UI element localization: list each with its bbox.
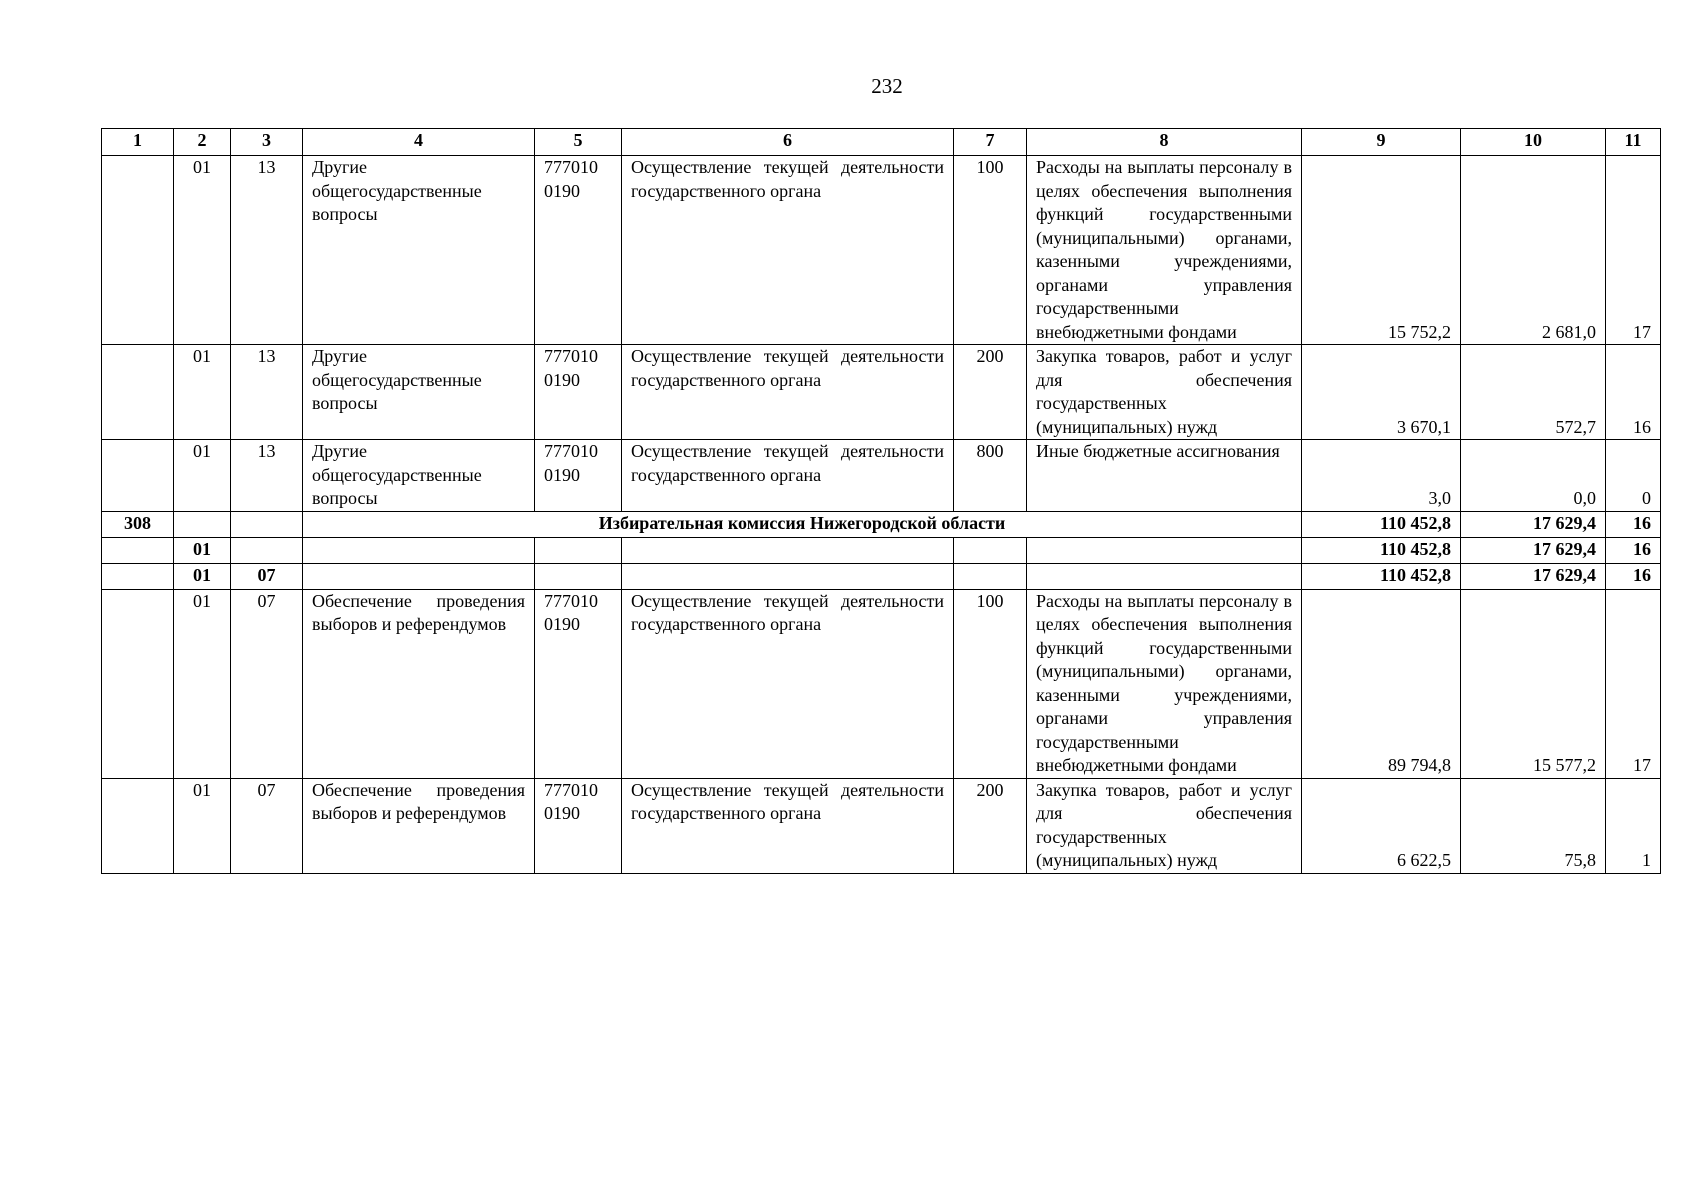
cell-subsection: 07 — [231, 778, 303, 873]
cell-col1 — [102, 589, 174, 778]
cell-expense-name: Расходы на выплаты персоналу в целях обеспечения выполнения функций государственными (муниципальными) органами, казенными учреждениями, органами управления государственными внебюджетными фондами — [1027, 589, 1302, 778]
cell-amount-actual: 2 681,0 — [1461, 156, 1606, 345]
cell-amount-actual: 75,8 — [1461, 778, 1606, 873]
column-header: 8 — [1027, 129, 1302, 156]
cell-amount-actual: 17 629,4 — [1461, 511, 1606, 537]
table-row — [102, 345, 1661, 440]
cell-section: 01 — [174, 345, 231, 440]
cell-percent: 17 — [1606, 156, 1661, 345]
cell-target-code: 777010 0190 — [535, 345, 622, 440]
cell-target-code: 777010 0190 — [535, 440, 622, 512]
cell-subsection: 13 — [231, 156, 303, 345]
column-header: 2 — [174, 129, 231, 156]
cell-section: 01 — [174, 778, 231, 873]
cell-amount-actual: 17 629,4 — [1461, 563, 1606, 589]
cell-section: 01 — [174, 156, 231, 345]
cell-percent: 16 — [1606, 563, 1661, 589]
cell-amount-actual: 17 629,4 — [1461, 537, 1606, 563]
cell-target-name: Осуществление текущей деятельности государственного органа — [622, 156, 954, 345]
cell-percent: 16 — [1606, 345, 1661, 440]
cell-empty — [231, 511, 303, 537]
cell-percent: 17 — [1606, 589, 1661, 778]
cell-percent: 16 — [1606, 511, 1661, 537]
cell-amount-plan: 110 452,8 — [1302, 511, 1461, 537]
cell-expense-name: Расходы на выплаты персоналу в целях обеспечения выполнения функций государственными (муниципальными) органами, казенными учреждениями, органами управления государственными внебюджетными фондами — [1027, 156, 1302, 345]
page-number: 232 — [871, 74, 903, 98]
cell-empty — [622, 563, 954, 589]
cell-expense-name: Иные бюджетные ассигнования — [1027, 440, 1302, 512]
cell-subsection-name: Обеспечение проведения выборов и референдумов — [303, 778, 535, 873]
cell-empty — [303, 563, 535, 589]
cell-subsection-name: Другие общегосударственные вопросы — [303, 440, 535, 512]
section-total-row — [102, 537, 1661, 563]
cell-amount-plan: 15 752,2 — [1302, 156, 1461, 345]
cell-empty — [535, 563, 622, 589]
cell-amount-actual: 0,0 — [1461, 440, 1606, 512]
cell-empty — [1027, 537, 1302, 563]
cell-section: 01 — [174, 563, 231, 589]
cell-col1 — [102, 345, 174, 440]
cell-expense-code: 200 — [954, 778, 1027, 873]
table-row — [102, 156, 1661, 345]
table-row — [102, 589, 1661, 778]
cell-expense-code: 100 — [954, 589, 1027, 778]
cell-target-name: Осуществление текущей деятельности государственного органа — [622, 345, 954, 440]
cell-subsection: 07 — [231, 589, 303, 778]
cell-target-code: 777010 0190 — [535, 589, 622, 778]
cell-percent: 1 — [1606, 778, 1661, 873]
cell-amount-plan: 3,0 — [1302, 440, 1461, 512]
header-row — [102, 129, 1661, 156]
column-header: 9 — [1302, 129, 1461, 156]
cell-amount-actual: 572,7 — [1461, 345, 1606, 440]
cell-target-code: 777010 0190 — [535, 156, 622, 345]
cell-expense-code: 800 — [954, 440, 1027, 512]
cell-subsection-name: Другие общегосударственные вопросы — [303, 156, 535, 345]
cell-empty — [954, 563, 1027, 589]
cell-subsection-name: Обеспечение проведения выборов и референдумов — [303, 589, 535, 778]
cell-col1 — [102, 440, 174, 512]
cell-expense-code: 200 — [954, 345, 1027, 440]
cell-target-name: Осуществление текущей деятельности государственного органа — [622, 440, 954, 512]
cell-percent: 16 — [1606, 537, 1661, 563]
cell-amount-plan: 110 452,8 — [1302, 537, 1461, 563]
budget-table — [101, 128, 1661, 874]
cell-target-name: Осуществление текущей деятельности государственного органа — [622, 589, 954, 778]
cell-expense-code: 100 — [954, 156, 1027, 345]
cell-amount-plan: 89 794,8 — [1302, 589, 1461, 778]
column-header: 4 — [303, 129, 535, 156]
subsection-total-row — [102, 563, 1661, 589]
cell-empty — [174, 511, 231, 537]
cell-col1 — [102, 156, 174, 345]
cell-target-name: Осуществление текущей деятельности государственного органа — [622, 778, 954, 873]
cell-amount-plan: 6 622,5 — [1302, 778, 1461, 873]
cell-expense-name: Закупка товаров, работ и услуг для обеспечения государственных (муниципальных) нужд — [1027, 345, 1302, 440]
cell-section: 01 — [174, 537, 231, 563]
cell-percent: 0 — [1606, 440, 1661, 512]
column-header: 11 — [1606, 129, 1661, 156]
column-header: 3 — [231, 129, 303, 156]
column-header: 5 — [535, 129, 622, 156]
cell-section: 01 — [174, 440, 231, 512]
cell-empty — [1027, 563, 1302, 589]
agency-total-row — [102, 511, 1661, 537]
table-row — [102, 778, 1661, 873]
column-header: 7 — [954, 129, 1027, 156]
cell-empty — [303, 537, 535, 563]
cell-col1 — [102, 778, 174, 873]
cell-subsection: 13 — [231, 440, 303, 512]
cell-empty — [622, 537, 954, 563]
cell-section: 01 — [174, 589, 231, 778]
cell-agency-code: 308 — [102, 511, 174, 537]
cell-amount-plan: 110 452,8 — [1302, 563, 1461, 589]
cell-empty — [231, 537, 303, 563]
cell-amount-actual: 15 577,2 — [1461, 589, 1606, 778]
column-header: 6 — [622, 129, 954, 156]
agency-title: Избирательная комиссия Нижегородской области — [303, 511, 1302, 537]
cell-empty — [535, 537, 622, 563]
cell-empty — [102, 563, 174, 589]
cell-target-code: 777010 0190 — [535, 778, 622, 873]
column-header: 1 — [102, 129, 174, 156]
table-row — [102, 440, 1661, 512]
cell-empty — [102, 537, 174, 563]
cell-amount-plan: 3 670,1 — [1302, 345, 1461, 440]
column-header: 10 — [1461, 129, 1606, 156]
cell-subsection-name: Другие общегосударственные вопросы — [303, 345, 535, 440]
cell-subsection: 07 — [231, 563, 303, 589]
cell-expense-name: Закупка товаров, работ и услуг для обеспечения государственных (муниципальных) нужд — [1027, 778, 1302, 873]
cell-empty — [954, 537, 1027, 563]
cell-subsection: 13 — [231, 345, 303, 440]
